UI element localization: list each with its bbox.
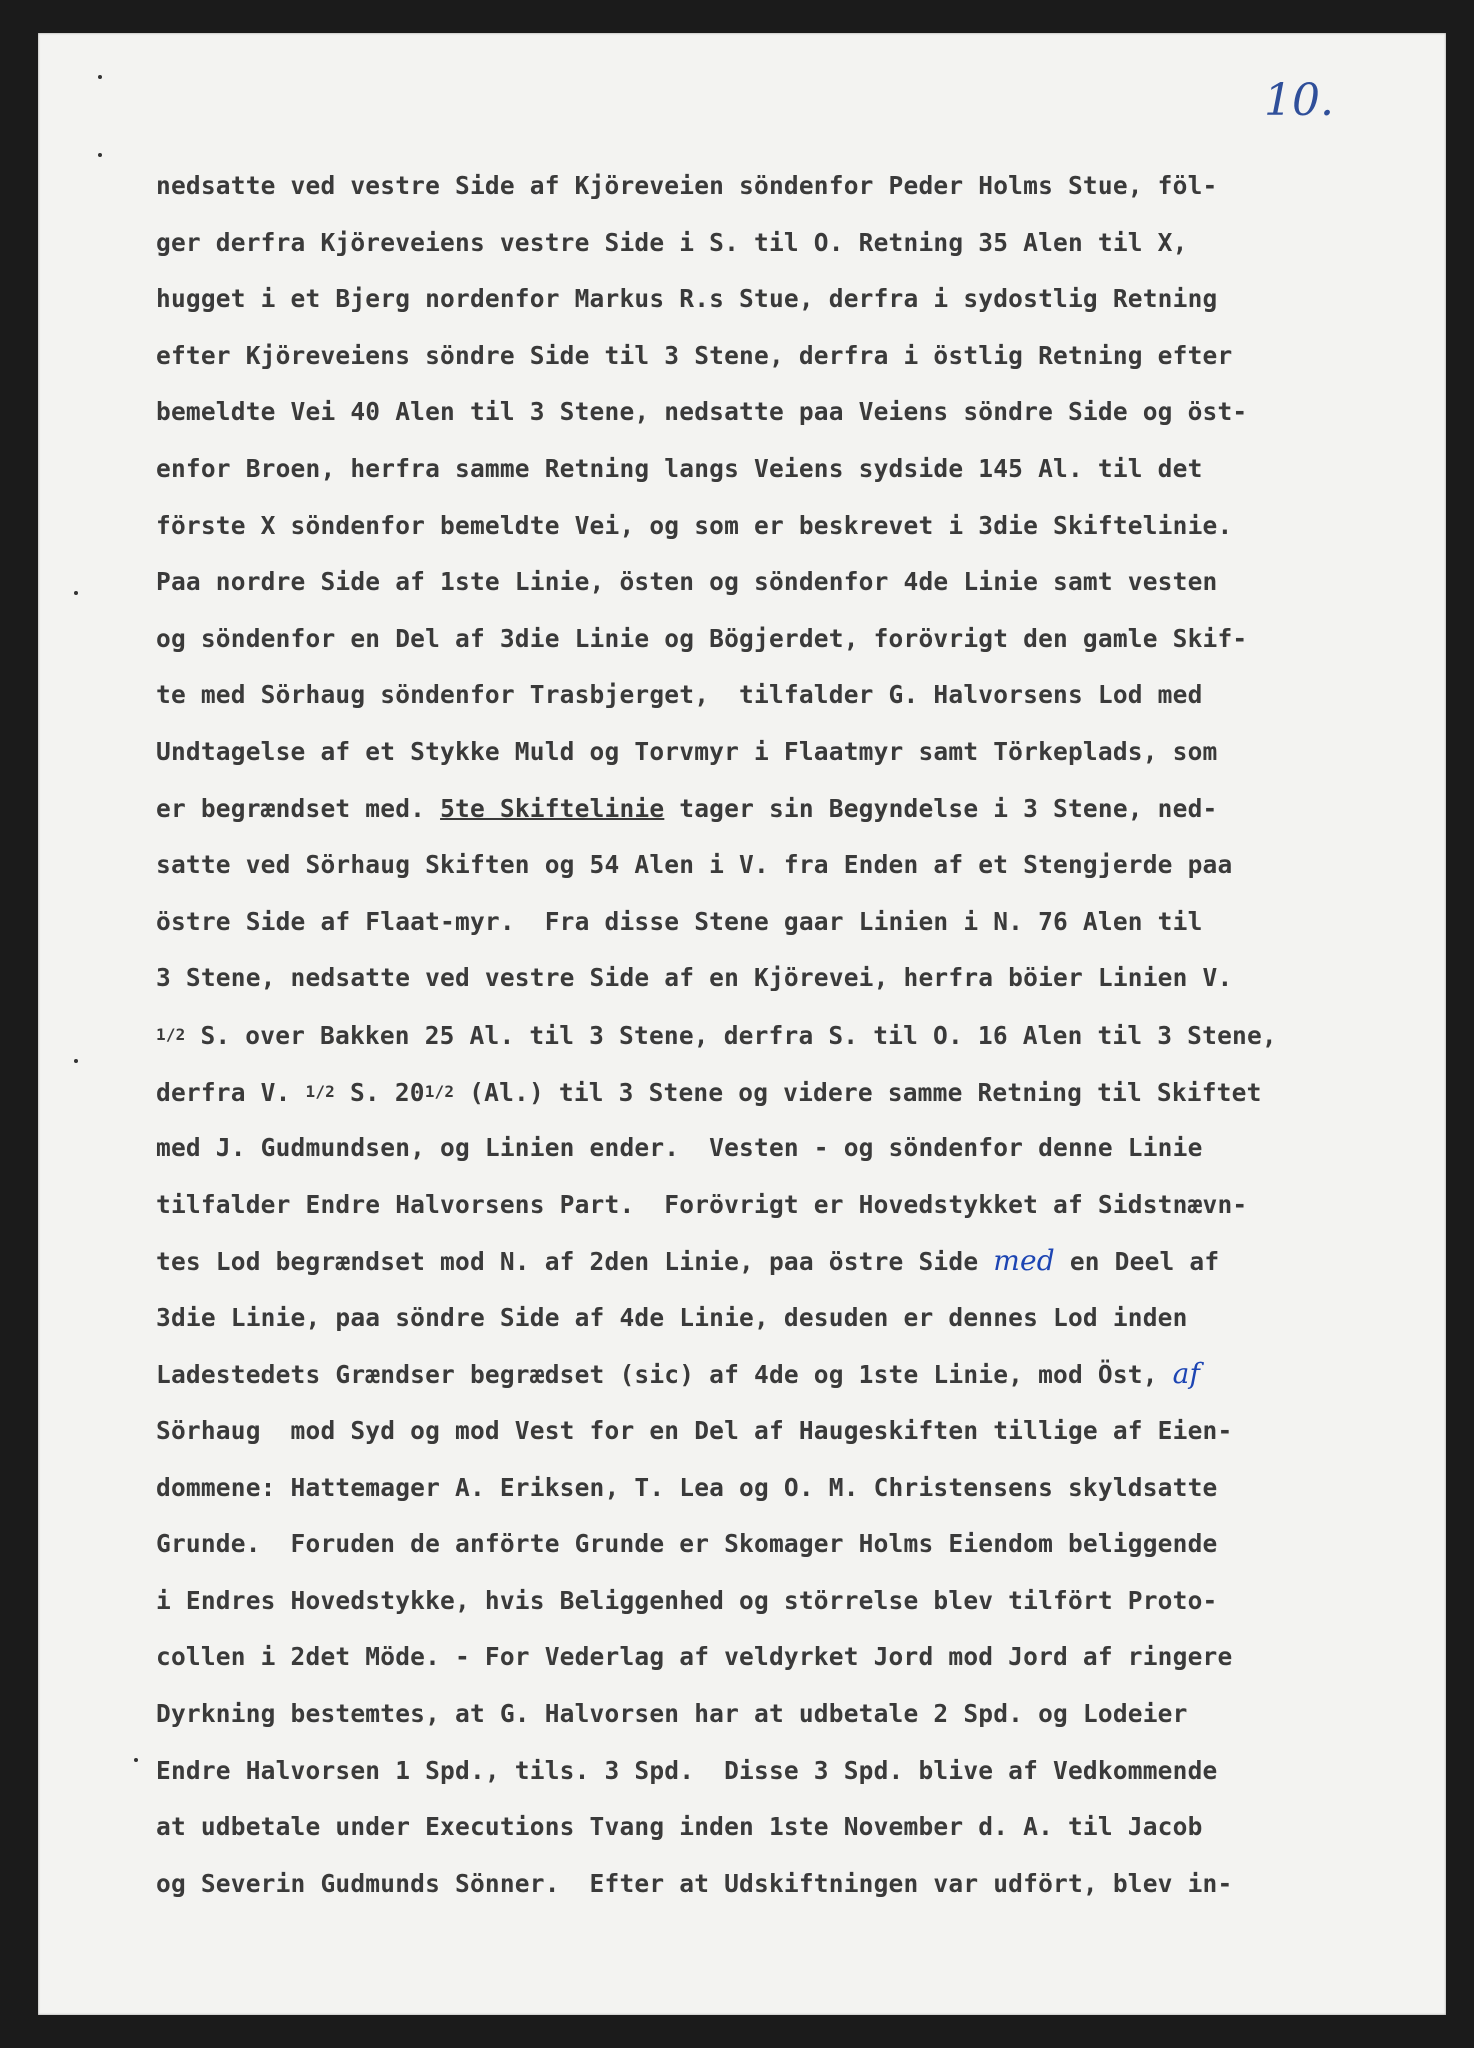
text-segment: Dyrkning bestemtes, at G. Halvorsen har at udbetale 2 Spd. og Lodeier [156,1699,1188,1729]
text-segment: te med Sörhaug söndenfor Trasbjerget, tilfalder G. Halvorsens Lod med [156,680,1203,710]
text-segment: en Deel af [1054,1247,1220,1277]
text-segment: og Severin Gudmunds Sönner. Efter at Udskiftningen var udfört, blev in- [156,1868,1233,1898]
text-line [156,1516,1416,1573]
text-line [156,1290,1416,1347]
text-line [156,1403,1416,1460]
text-line [156,950,1416,1007]
text-line [156,1743,1416,1800]
text-segment: tager sin Begyndelse i 3 Stene, ned- [664,793,1218,823]
text-line [156,894,1416,951]
text-segment: collen i 2det Möde. - For Vederlag af veldyrket Jord mod Jord af ringere [156,1642,1233,1672]
fraction: 1/2 [305,1081,336,1101]
handwritten-insertion: med [993,1244,1055,1278]
text-segment: satte ved Sörhaug Skiften og 54 Alen i V. fra Enden af et Stengjerde paa [156,850,1233,880]
text-segment: enfor Broen, herfra samme Retning langs Veiens sydside 145 Al. til det [156,453,1203,483]
text-segment: derfra V. [156,1077,306,1107]
text-line [156,724,1416,781]
text-segment: Grunde. Foruden de anförte Grunde er Skomager Holms Eiendom beliggende [156,1529,1218,1559]
text-line [156,1346,1416,1403]
text-line [156,1233,1416,1290]
underlined-heading: 5te Skiftelinie [440,793,665,823]
handwritten-insertion: af [1172,1357,1201,1391]
text-segment: tilfalder Endre Halvorsens Part. Forövrigt er Hovedstykket af Sidstnævn- [156,1189,1248,1219]
text-segment: hugget i et Bjerg nordenfor Markus R.s Stue, derfra i sydostlig Retning [156,284,1218,314]
margin-mark [134,1758,138,1762]
document-page [38,33,1446,2015]
text-segment: 3die Linie, paa söndre Side af 4de Linie, desuden er dennes Lod inden [156,1302,1188,1332]
text-segment: Ladestedets Grændser begrædset (sic) af 4de og 1ste Linie, mod Öst, [156,1360,1173,1390]
text-segment: med J. Gudmundsen, og Linien ender. Vesten - og söndenfor denne Linie [156,1133,1203,1163]
text-line [156,498,1416,555]
text-segment: S. 20 [335,1077,425,1107]
typewritten-text [156,158,1416,1912]
text-segment: nedsatte ved vestre Side af Kjöreveien söndenfor Peder Holms Stue, föl- [156,171,1218,200]
text-segment: ger derfra Kjöreveiens vestre Side i S. til O. Retning 35 Alen til X, [156,227,1188,257]
text-line [156,328,1416,385]
text-line [156,1460,1416,1517]
text-line [156,441,1416,498]
text-line [156,837,1416,894]
text-segment: i Endres Hovedstykke, hvis Beliggenhed og störrelse blev tilfört Proto- [156,1585,1218,1615]
text-line [156,1177,1416,1234]
margin-mark [98,153,102,157]
text-line [156,1064,1416,1121]
text-line [156,1856,1416,1913]
text-segment: bemeldte Vei 40 Alen til 3 Stene, nedsatte paa Veiens söndre Side og öst- [156,397,1248,427]
text-segment: Undtagelse af et Stykke Muld og Torvmyr i Flaatmyr samt Törkeplads, som [156,736,1218,766]
text-segment: Sörhaug mod Syd og mod Vest for en Del af Haugeskiften tillige af Eien- [156,1416,1233,1446]
margin-mark [98,75,102,79]
text-segment: at udbetale under Executions Tvang inden 1ste November d. A. til Jacob [156,1812,1203,1842]
text-segment: 3 Stene, nedsatte ved vestre Side af en Kjörevei, herfra böier Linien V. [156,963,1233,993]
text-line [156,667,1416,724]
text-segment: er begrændset med. [156,793,441,823]
text-line [156,1629,1416,1686]
text-line [156,158,1416,215]
text-line [156,1799,1416,1856]
text-segment: (Al.) til 3 Stene og videre samme Retning til Skiftet [454,1077,1262,1107]
text-segment: östre Side af Flaat-myr. Fra disse Stene gaar Linien i N. 76 Alen til [156,906,1203,936]
text-segment: Endre Halvorsen 1 Spd., tils. 3 Spd. Disse 3 Spd. blive af Vedkommende [156,1755,1218,1785]
text-segment: Paa nordre Side af 1ste Linie, östen og söndenfor 4de Linie samt vesten [156,567,1218,597]
text-line [156,271,1416,328]
text-line [156,554,1416,611]
page-number: 10. [1264,75,1334,126]
text-segment: S. over Bakken 25 Al. til 3 Stene, derfra S. til O. 16 Alen til 3 Stene, [185,1020,1277,1050]
text-line [156,611,1416,668]
fraction: 1/2 [156,1024,186,1044]
text-segment: og söndenfor en Del af 3die Linie og Bögjerdet, forövrigt den gamle Skif- [156,623,1248,653]
margin-mark [74,1059,78,1063]
text-line [156,1007,1416,1064]
text-segment: efter Kjöreveiens söndre Side til 3 Stene, derfra i östlig Retning efter [156,340,1233,370]
text-line [156,1120,1416,1177]
text-line [156,384,1416,441]
text-segment: tes Lod begrændset mod N. af 2den Linie, paa östre Side [156,1247,994,1277]
fraction: 1/2 [424,1081,455,1101]
text-segment: dommene: Hattemager A. Eriksen, T. Lea og O. M. Christensens skyldsatte [156,1472,1218,1502]
margin-mark [74,591,78,595]
text-line [156,1686,1416,1743]
text-segment: förste X söndenfor bemeldte Vei, og som er beskrevet i 3die Skiftelinie. [156,510,1233,540]
text-line [156,781,1416,838]
text-line [156,1573,1416,1630]
text-line [156,215,1416,272]
